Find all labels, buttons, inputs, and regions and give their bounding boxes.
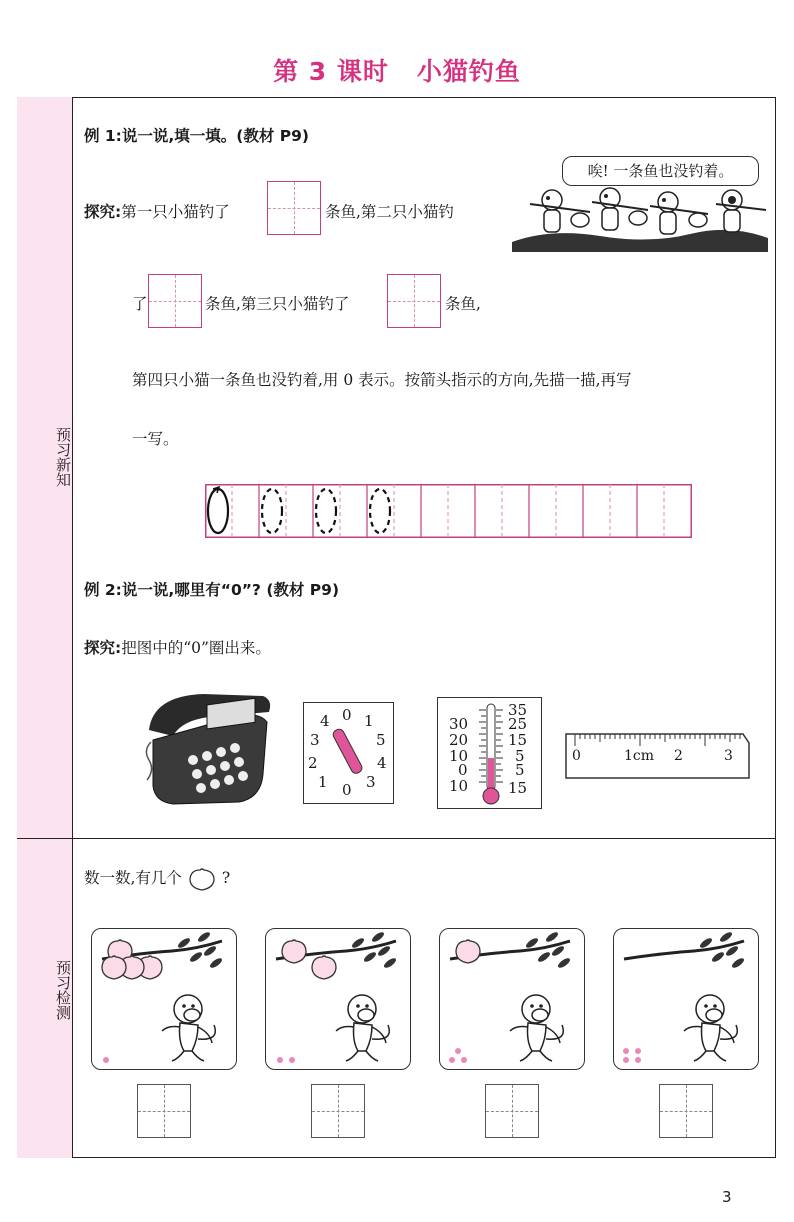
- leaf: [209, 957, 224, 970]
- example2-instruction: [84, 636, 271, 658]
- count-dot: [103, 1057, 109, 1063]
- ruler-label: 1cm: [624, 748, 655, 764]
- ruler[interactable]: [565, 733, 750, 779]
- example1-line1: [84, 200, 230, 222]
- count-dot: [455, 1048, 461, 1054]
- thermo-right-label: 35: [508, 701, 528, 719]
- leaf: [719, 931, 734, 944]
- dial-number: 4: [320, 712, 330, 730]
- branch: [624, 941, 744, 959]
- section-label-preview-check: 预习检测: [54, 960, 72, 1020]
- count-answer-box[interactable]: [485, 1084, 539, 1138]
- thermo-right-label: 25: [508, 715, 528, 733]
- section-divider: [17, 838, 776, 839]
- dial-number: 0: [342, 781, 352, 799]
- line3-text: 第四只小猫一条鱼也没钓着,用 0 表示。按箭头指示的方向,先描一描,再写: [132, 371, 632, 389]
- peach: [102, 956, 126, 979]
- line2-text-c: 条鱼,: [445, 295, 481, 313]
- count-card: [91, 928, 237, 1070]
- card-illustration: [614, 929, 757, 1068]
- monkey: [510, 995, 563, 1061]
- dial-number: 4: [377, 754, 387, 772]
- thermometer[interactable]: [437, 697, 542, 809]
- thermo-right-label: 15: [508, 779, 528, 797]
- thermo-right-label: 5: [515, 761, 525, 779]
- leaf: [371, 931, 386, 944]
- ruler-label: 2: [674, 748, 683, 764]
- peach: [456, 940, 480, 963]
- side-panel-preview-check: [17, 838, 73, 1158]
- thermometer-tube: [476, 702, 506, 806]
- example2-prompt: 例 2:说一说,哪里有“0”? (教材 P9): [84, 581, 340, 599]
- count-dot: [623, 1057, 629, 1063]
- card-illustration: [440, 929, 583, 1068]
- thermo-left-label: 30: [449, 715, 469, 733]
- zero-tracing-grid[interactable]: [205, 484, 692, 538]
- count-dot: [449, 1057, 455, 1063]
- peach: [312, 956, 336, 979]
- thermo-left-label: 0: [458, 761, 468, 779]
- leaf: [363, 951, 378, 964]
- section-label-preview-new: 预习新知: [54, 427, 72, 487]
- dial-number: 1: [318, 773, 328, 791]
- leaf: [189, 951, 204, 964]
- dial-number: 0: [342, 706, 352, 724]
- thermo-right-label: 5: [515, 747, 525, 765]
- line4-text: 一写。: [132, 430, 179, 448]
- count-dot: [623, 1048, 629, 1054]
- leaf: [731, 957, 746, 970]
- count-card: [439, 928, 585, 1070]
- leaf: [545, 931, 560, 944]
- line2-text-b: 条鱼,第三只小猫钓了: [205, 295, 350, 313]
- telephone-image[interactable]: [143, 690, 278, 810]
- count-prompt: [84, 866, 230, 892]
- monkey: [162, 995, 215, 1061]
- count-answer-box[interactable]: [137, 1084, 191, 1138]
- page-title: [0, 52, 794, 88]
- line1-text-b: 条鱼,第二只小猫钓: [325, 203, 454, 221]
- thermo-left-label: 10: [449, 747, 469, 765]
- dial-number: 2: [308, 754, 318, 772]
- dial-number: 3: [310, 731, 320, 749]
- line1-text-a: 第一只小猫钓了: [121, 203, 230, 221]
- peach: [282, 940, 306, 963]
- count-card: [613, 928, 759, 1070]
- dial-number: 5: [376, 731, 386, 749]
- count-dot: [289, 1057, 295, 1063]
- thermo-left-label: 20: [449, 731, 469, 749]
- count-prompt-text: 数一数,有几个: [84, 869, 182, 887]
- card-illustration: [266, 929, 409, 1068]
- explore-label-2: 探究:: [84, 639, 122, 657]
- count-answer-box[interactable]: [311, 1084, 365, 1138]
- dial-number: 1: [364, 712, 374, 730]
- count-dot: [277, 1057, 283, 1063]
- dial-pointer: [328, 727, 368, 777]
- leaf: [383, 957, 398, 970]
- side-panel-preview-new: [17, 97, 73, 839]
- monkey: [336, 995, 389, 1061]
- answer-box-cat1[interactable]: [267, 181, 321, 235]
- answer-box-cat3[interactable]: [387, 274, 441, 328]
- leaf: [537, 951, 552, 964]
- ruler-label: 0: [572, 748, 581, 764]
- count-dot: [461, 1057, 467, 1063]
- page-number: 3: [722, 1188, 732, 1206]
- ruler-body: [565, 733, 750, 779]
- peach-icon: [187, 866, 217, 892]
- leaf: [557, 957, 572, 970]
- line2-text-a: 了: [132, 295, 148, 313]
- thermo-left-label: 10: [449, 777, 469, 795]
- count-dot: [635, 1057, 641, 1063]
- number-dial[interactable]: [303, 702, 394, 804]
- speech-bubble: 唉! 一条鱼也没钓着。: [562, 156, 759, 186]
- count-answer-box[interactable]: [659, 1084, 713, 1138]
- leaf: [711, 951, 726, 964]
- lesson-number: 第 3 课时: [273, 57, 389, 86]
- count-card: [265, 928, 411, 1070]
- answer-box-cat2[interactable]: [148, 274, 202, 328]
- count-dot: [635, 1048, 641, 1054]
- ruler-label: 3: [724, 748, 733, 764]
- cats-fishing-illustration: [510, 180, 770, 252]
- instruction-text: 把图中的“0”圈出来。: [121, 639, 271, 657]
- example1-prompt: 例 1:说一说,填一填。(教材 P9): [84, 127, 309, 145]
- leaf: [197, 931, 212, 944]
- explore-label: 探究:: [84, 203, 122, 221]
- thermo-right-label: 15: [508, 731, 528, 749]
- dial-number: 3: [366, 773, 376, 791]
- lesson-name: 小猫钓鱼: [416, 57, 521, 86]
- card-illustration: [92, 929, 235, 1068]
- monkey: [684, 995, 737, 1061]
- count-prompt-question: ?: [221, 869, 231, 887]
